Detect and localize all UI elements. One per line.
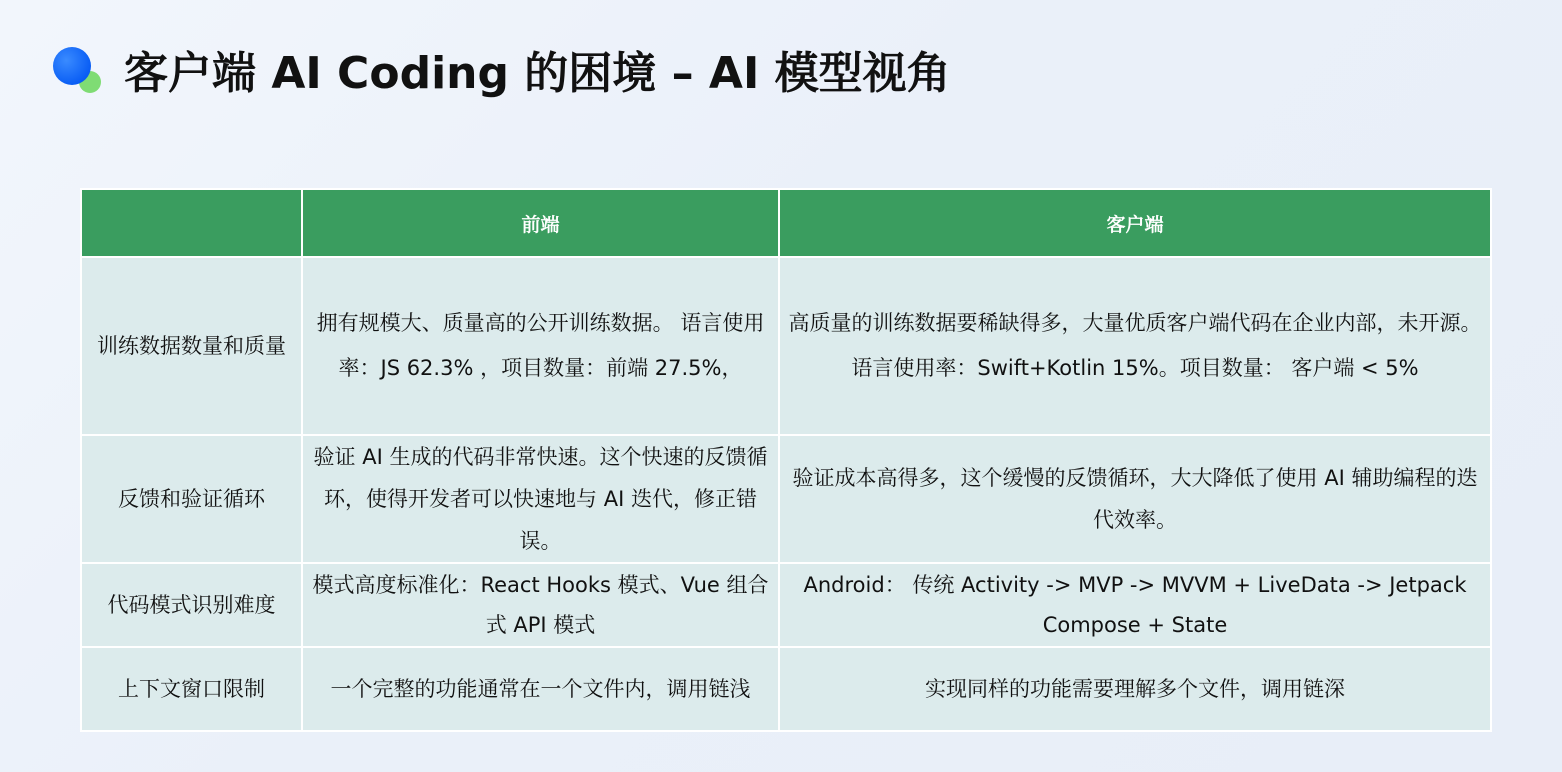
client-cell: 验证成本高得多，这个缓慢的反馈循环，大大降低了使用 AI 辅助编程的迭代效率。 <box>779 435 1491 563</box>
slide-title: 客户端 AI Coding 的困境 – AI 模型视角 <box>124 48 951 99</box>
table-row <box>81 257 1491 435</box>
blue-dot-icon <box>53 47 91 85</box>
header-client: 客户端 <box>779 189 1491 257</box>
client-cell: 高质量的训练数据要稀缺得多，大量优质客户端代码在企业内部，未开源。语言使用率：Swift+Kotlin 15%。项目数量： 客户端 < 5% <box>779 257 1491 435</box>
header-empty-cell <box>81 189 302 257</box>
table-header-row <box>81 189 1491 257</box>
header-frontend: 前端 <box>302 189 779 257</box>
table-row <box>81 647 1491 731</box>
client-cell: Android： 传统 Activity -> MVP -> MVVM + LiveData -> Jetpack Compose + State <box>779 563 1491 647</box>
row-label: 训练数据数量和质量 <box>81 257 302 435</box>
table-row <box>81 435 1491 563</box>
client-cell: 实现同样的功能需要理解多个文件，调用链深 <box>779 647 1491 731</box>
frontend-cell: 拥有规模大、质量高的公开训练数据。 语言使用率：JS 62.3% ，项目数量：前端 27.5%， <box>302 257 779 435</box>
row-label: 上下文窗口限制 <box>81 647 302 731</box>
frontend-cell: 验证 AI 生成的代码非常快速。这个快速的反馈循环，使得开发者可以快速地与 AI 迭代，修正错误。 <box>302 435 779 563</box>
logo-dots-icon <box>53 47 105 95</box>
row-label: 反馈和验证循环 <box>81 435 302 563</box>
frontend-cell: 一个完整的功能通常在一个文件内，调用链浅 <box>302 647 779 731</box>
comparison-table <box>80 188 1492 732</box>
table-row <box>81 563 1491 647</box>
frontend-cell: 模式高度标准化：React Hooks 模式、Vue 组合式 API 模式 <box>302 563 779 647</box>
row-label: 代码模式识别难度 <box>81 563 302 647</box>
